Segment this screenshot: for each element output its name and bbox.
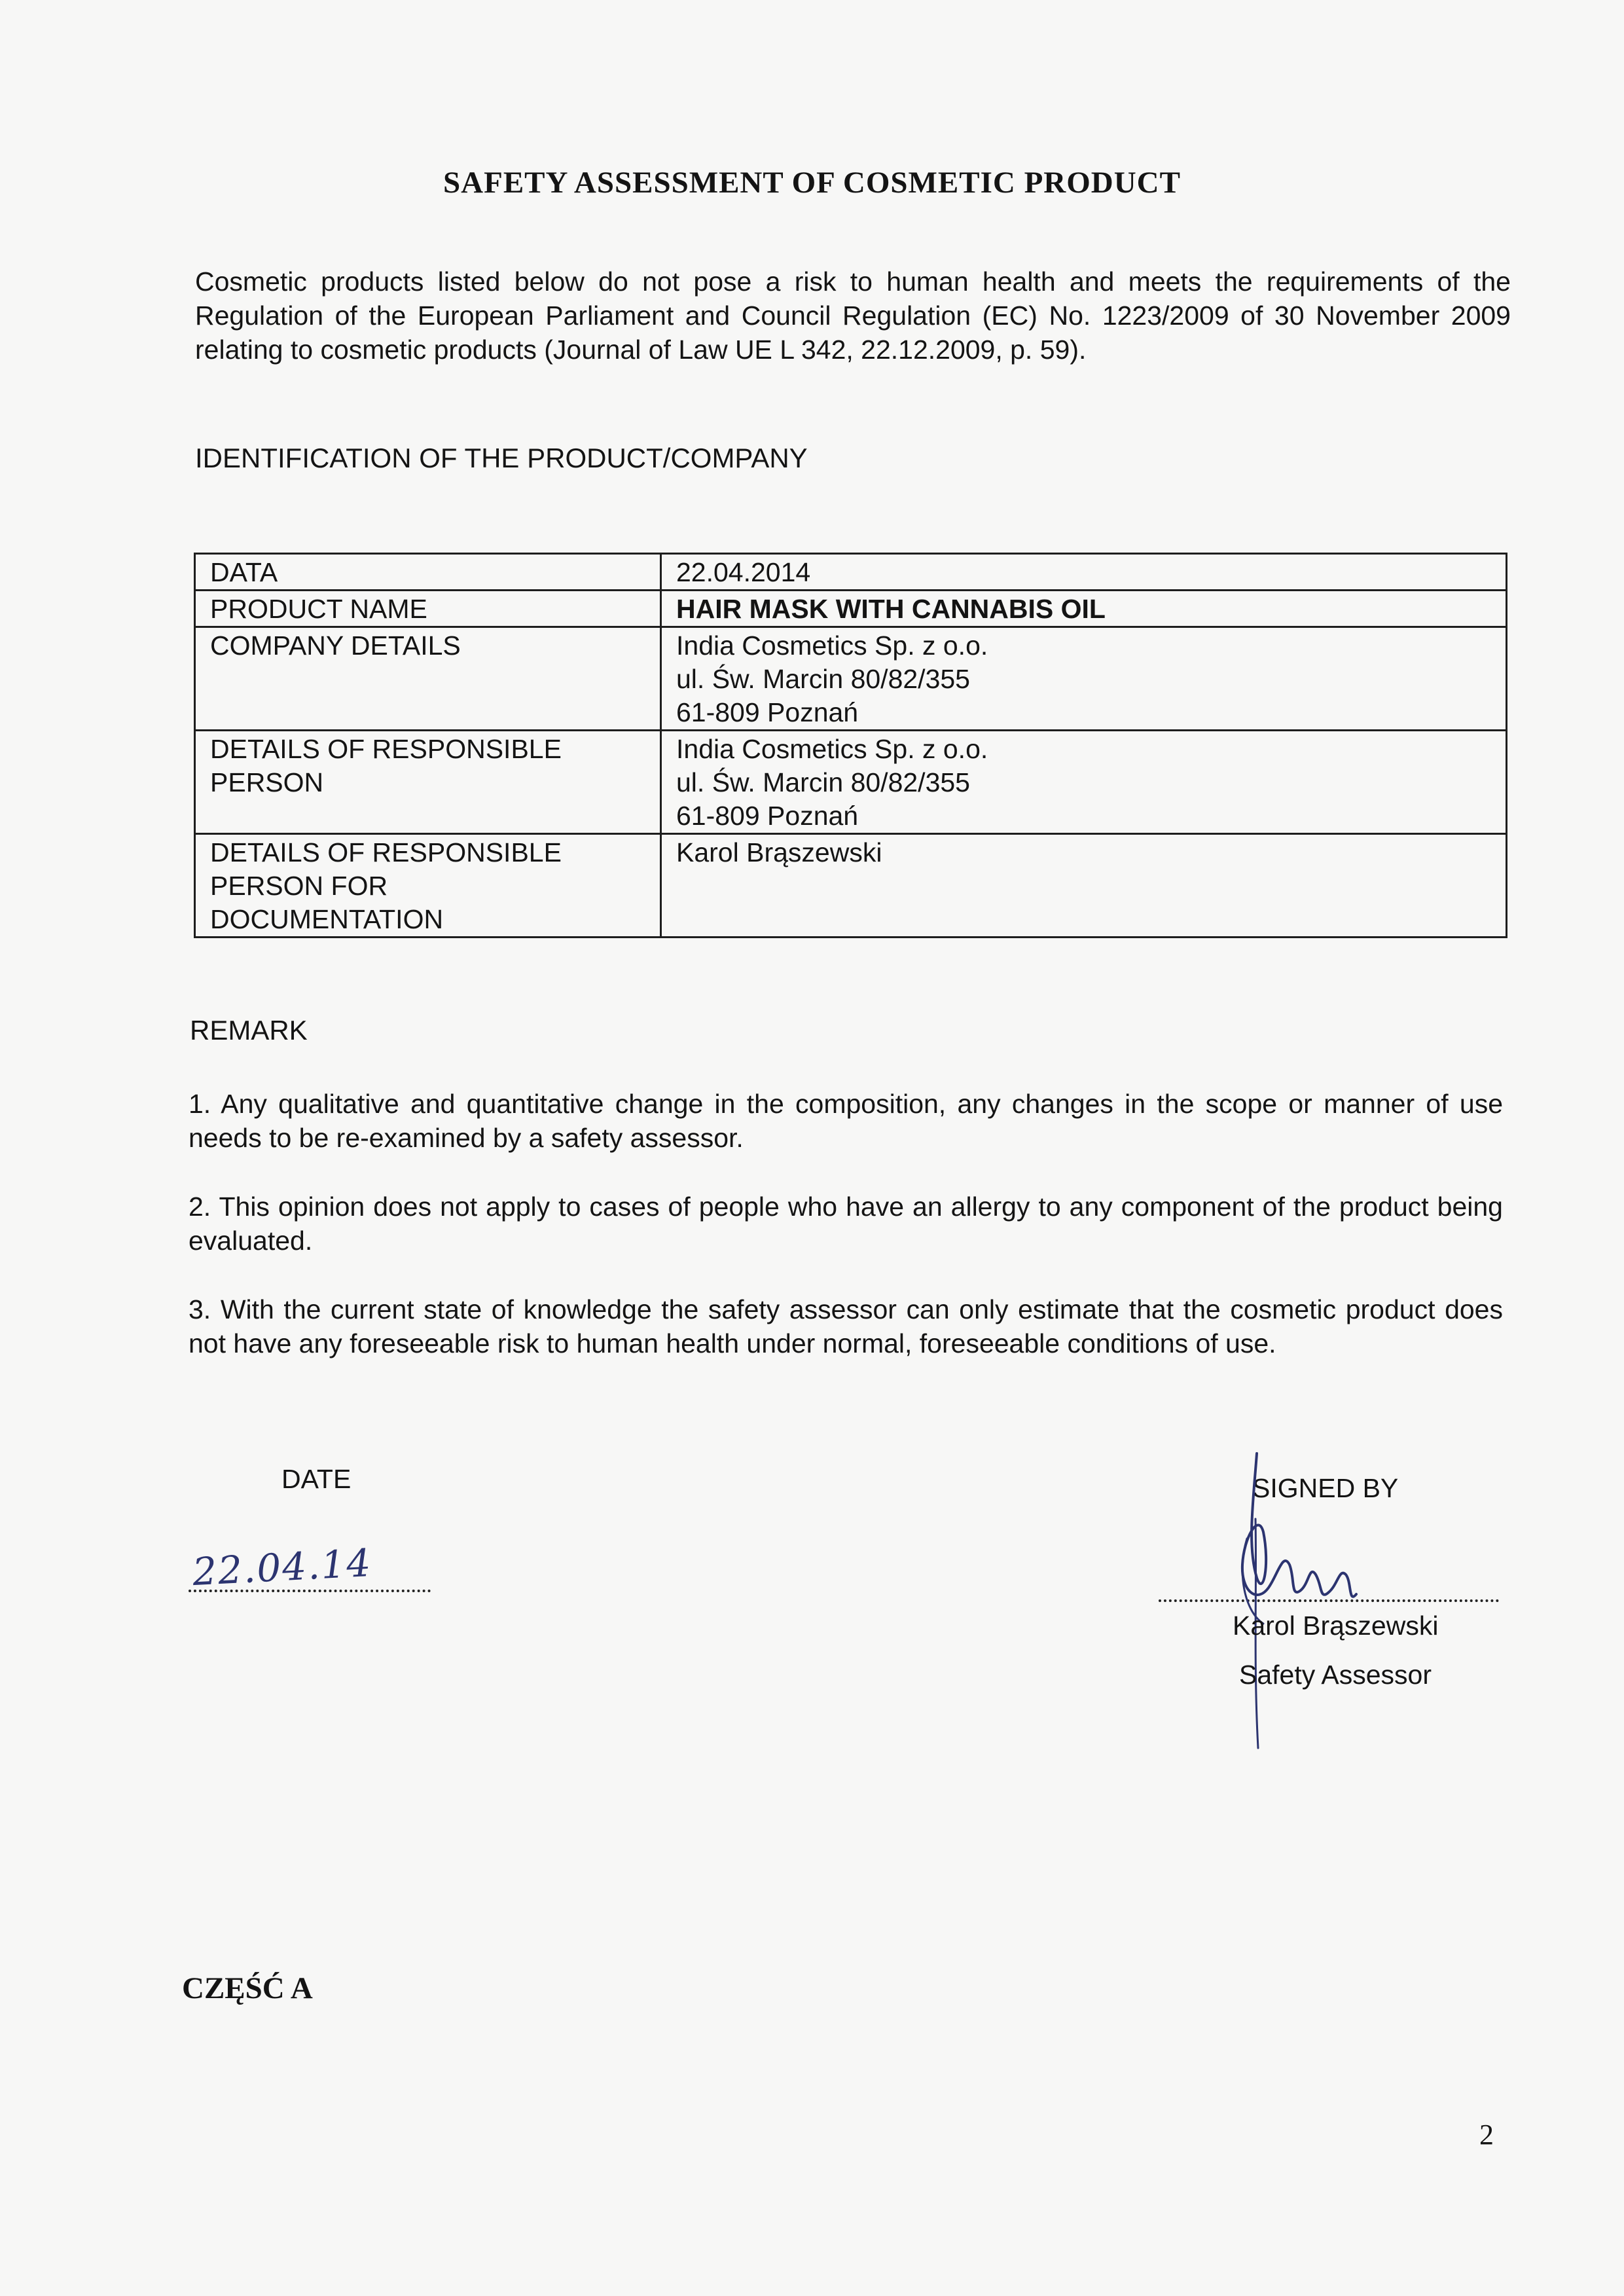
company-details-value-cell (661, 627, 1507, 731)
date-dotted-line (189, 1590, 431, 1592)
date-label-cell: DATA (195, 554, 661, 591)
remark-item-2: 2. This opinion does not apply to cases of people who have an allergy to any component of the product being evaluated. (189, 1192, 1503, 1256)
responsible-person-value-cell (661, 731, 1507, 834)
intro-paragraph: Cosmetic products listed below do not pose a risk to human health and meets the requirements of the Regulation of the European Parliament and Council Regulation (EC) No. 1223/2009 of 30 November 2009 relating to cosmetic products (Journal of Law UE L 342, 22.12.2009, p. 59). (195, 266, 1511, 365)
label-line: DETAILS OF RESPONSIBLE (210, 734, 562, 764)
handwritten-signature (1218, 1440, 1388, 1755)
identification-heading: IDENTIFICATION OF THE PRODUCT/COMPANY (195, 443, 808, 473)
product-name-label-cell: PRODUCT NAME (195, 591, 661, 627)
company-line: India Cosmetics Sp. z o.o. (676, 630, 988, 661)
document-title: SAFETY ASSESSMENT OF COSMETIC PRODUCT (443, 166, 1181, 200)
label-line: DOCUMENTATION (210, 904, 444, 934)
signer-role: Safety Assessor (1239, 1660, 1432, 1690)
label-line: PERSON (210, 767, 324, 797)
remark-item-3: 3. With the current state of knowledge the safety assessor can only estimate that the cosmetic product does not have any foreseeable risk to human health under normal, foreseeable conditions of use. (189, 1294, 1503, 1358)
company-details-label-cell: COMPANY DETAILS (195, 627, 661, 731)
remark-item-1: 1. Any qualitative and quantitative change in the composition, any changes in the scope or manner of use needs to be re-examined by a safety assessor. (189, 1089, 1503, 1153)
table-row (195, 731, 1507, 834)
label-line: DETAILS OF RESPONSIBLE (210, 837, 562, 867)
table-row (195, 591, 1507, 627)
responsible-person-label-cell (195, 731, 661, 834)
date-value-cell: 22.04.2014 (661, 554, 1507, 591)
table-row (195, 834, 1507, 938)
table-row (195, 627, 1507, 731)
responsible-line: India Cosmetics Sp. z o.o. (676, 734, 988, 764)
remark-heading: REMARK (190, 1015, 308, 1046)
date-label: DATE (281, 1464, 352, 1494)
signed-by-label: SIGNED BY (1252, 1473, 1399, 1503)
documentation-person-label-cell (195, 834, 661, 938)
company-line: ul. Św. Marcin 80/82/355 (676, 664, 970, 694)
responsible-line: ul. Św. Marcin 80/82/355 (676, 767, 970, 797)
handwritten-date: 22.04.14 (191, 1540, 373, 1595)
signer-name: Karol Brąszewski (1233, 1611, 1439, 1641)
responsible-line: 61-809 Poznań (676, 801, 859, 831)
page-number: 2 (1479, 2119, 1494, 2151)
product-name-value-cell: HAIR MASK WITH CANNABIS OIL (661, 591, 1507, 627)
label-line: PERSON FOR (210, 871, 388, 901)
documentation-person-value-cell: Karol Brąszewski (661, 834, 1507, 938)
table-row (195, 554, 1507, 591)
company-line: 61-809 Poznań (676, 697, 859, 727)
product-company-table (194, 553, 1507, 938)
part-label: CZĘŚĆ A (182, 1971, 313, 2005)
